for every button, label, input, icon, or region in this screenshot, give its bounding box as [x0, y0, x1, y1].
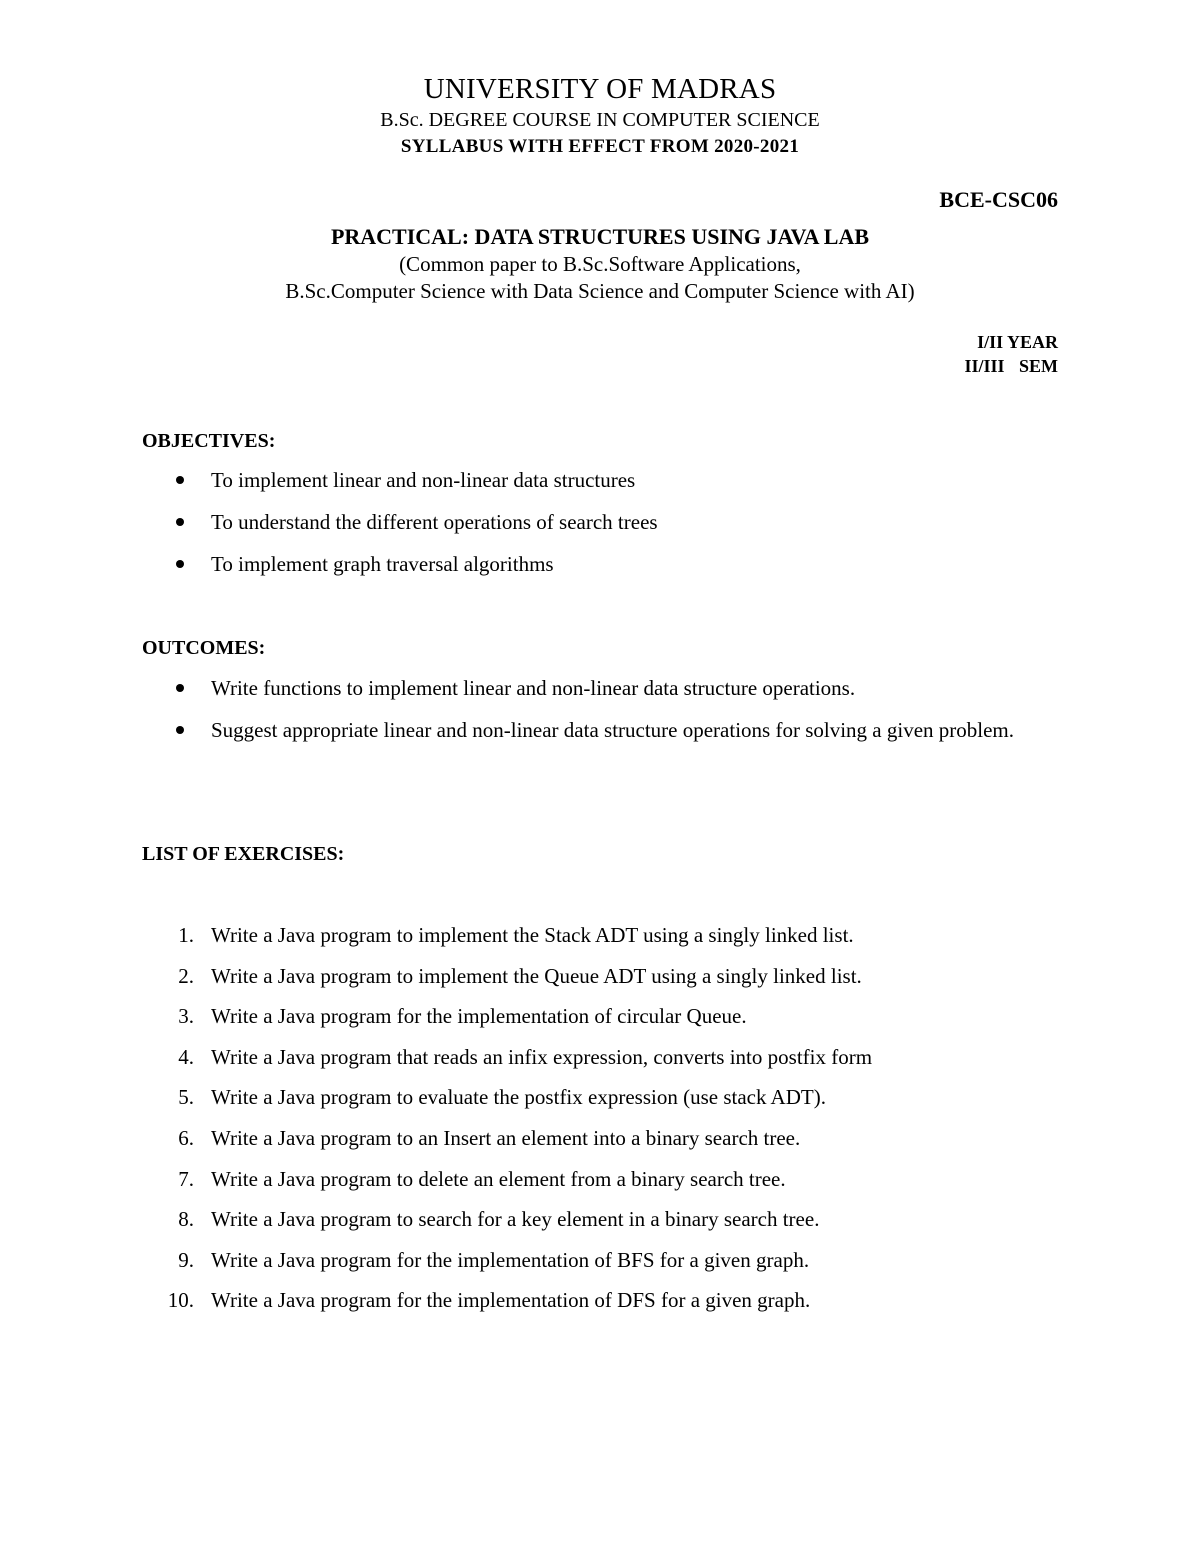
- exercise-text: Write a Java program to delete an element from a binary search tree.: [211, 1166, 786, 1191]
- exercise-text: Write a Java program to search for a key element in a binary search tree.: [211, 1207, 820, 1232]
- list-item: [142, 550, 1058, 592]
- bullet-icon: [176, 726, 184, 734]
- exercise-text: Write a Java program for the implementation of DFS for a given graph.: [211, 1288, 811, 1313]
- list-item: [142, 1204, 1058, 1245]
- list-item: [142, 1123, 1058, 1164]
- bullet-icon: [176, 684, 184, 692]
- objective-text: To understand the different operations of search trees: [211, 510, 658, 534]
- objective-text: To implement graph traversal algorithms: [211, 552, 554, 576]
- exercise-number: 2.: [178, 963, 194, 988]
- objectives-list: [142, 466, 1058, 592]
- exercise-number: 9.: [178, 1247, 194, 1272]
- exercise-text: Write a Java program that reads an infix expression, converts into postfix form: [211, 1044, 873, 1069]
- course-code: BCE-CSC06: [939, 187, 1058, 212]
- list-item: [142, 1082, 1058, 1123]
- exercise-text: Write a Java program to an Insert an element into a binary search tree.: [211, 1125, 801, 1150]
- outcome-text: Write functions to implement linear and non-linear data structure operations.: [211, 676, 856, 700]
- exercise-number: 8.: [178, 1207, 194, 1232]
- exercise-number: 1.: [178, 923, 194, 947]
- university-title: UNIVERSITY OF MADRAS: [423, 73, 777, 105]
- list-item: [142, 1042, 1058, 1083]
- year-label: I/II YEAR: [977, 332, 1058, 352]
- list-item: [142, 508, 1058, 550]
- list-item: [142, 1285, 1058, 1326]
- syllabus-effect-line: SYLLABUS WITH EFFECT FROM 2020-2021: [400, 136, 800, 157]
- objective-text: To implement linear and non-linear data structures: [211, 468, 636, 492]
- exercise-number: 3.: [178, 1004, 194, 1029]
- bullet-icon: [176, 476, 184, 484]
- exercises-heading: LIST OF EXERCISES:: [142, 843, 345, 865]
- list-item: [142, 709, 1058, 751]
- list-item: [142, 920, 1058, 961]
- common-paper-line-2: B.Sc.Computer Science with Data Science and Computer Science with AI): [285, 279, 915, 303]
- exercise-number: 5.: [178, 1085, 194, 1110]
- exercise-number: 6.: [178, 1125, 194, 1150]
- exercise-text: Write a Java program to evaluate the postfix expression (use stack ADT).: [211, 1085, 826, 1110]
- objectives-heading: OBJECTIVES:: [142, 430, 276, 452]
- exercise-text: Write a Java program to implement the Queue ADT using a singly linked list.: [211, 963, 862, 988]
- exercise-text: Write a Java program to implement the Stack ADT using a singly linked list.: [211, 923, 854, 947]
- outcome-text: Suggest appropriate linear and non-linear data structure operations for solving a given problem.: [211, 718, 1015, 742]
- paper-title: PRACTICAL: DATA STRUCTURES USING JAVA LAB: [330, 224, 870, 249]
- exercise-number: 4.: [178, 1044, 194, 1069]
- list-item: [142, 961, 1058, 1002]
- bullet-icon: [176, 518, 184, 526]
- course-title: B.Sc. DEGREE COURSE IN COMPUTER SCIENCE: [380, 109, 820, 131]
- outcomes-heading: OUTCOMES:: [142, 637, 266, 659]
- semester-label: II/III SEM: [964, 356, 1058, 376]
- outcomes-list: [142, 674, 1058, 751]
- list-item: [142, 1245, 1058, 1286]
- common-paper-line-1: (Common paper to B.Sc.Software Applications,: [399, 252, 801, 276]
- exercises-list: [142, 920, 1058, 1326]
- list-item: [142, 1001, 1058, 1042]
- exercise-number: 7.: [178, 1166, 194, 1191]
- exercise-text: Write a Java program for the implementation of circular Queue.: [211, 1004, 747, 1029]
- list-item: [142, 466, 1058, 508]
- exercise-text: Write a Java program for the implementation of BFS for a given graph.: [211, 1247, 810, 1272]
- list-item: [142, 1164, 1058, 1205]
- bullet-icon: [176, 560, 184, 568]
- exercise-number: 10.: [167, 1288, 194, 1313]
